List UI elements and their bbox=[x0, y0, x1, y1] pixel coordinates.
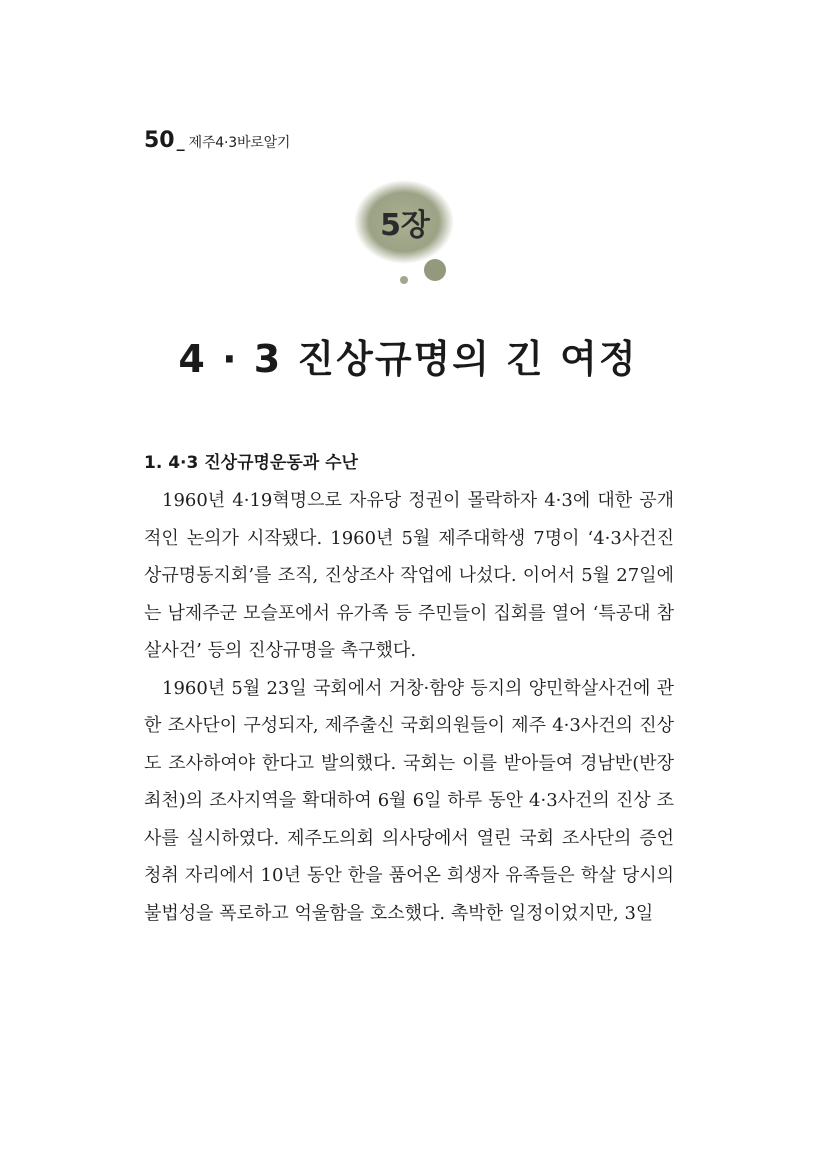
chapter-badge bbox=[340, 178, 470, 288]
running-header bbox=[144, 128, 290, 160]
paragraph: 1960년 4·19혁명으로 자유당 정권이 몰락하자 4·3에 대한 공개적인 논의가 시작됐다. 1960년 5월 제주대학생 7명이 ‘4·3사건진상규명동지회’를 조직, 진상조사 작업에 나섰다. 이어서 5월 27일에는 남제주군 모슬포에서 유가족 등 주민들이 집회를 열어 ‘특공대 참살사건’ 등의 진상규명을 촉구했다. bbox=[144, 490, 674, 661]
paragraph: 1960년 5월 23일 국회에서 거창·함양 등지의 양민학살사건에 관한 조사단이 구성되자, 제주출신 국회의원들이 제주 4·3사건의 진상도 조사하여야 한다고 발의했다. 국회는 이를 받아들여 경남반(반장 최천)의 조사지역을 확대하여 6월 6일 하루 동안 4·3사건의 진상 조사를 실시하였다. 제주도의회 의사당에서 열린 국회 조사단의 증언 청취 자리에서 10년 동안 한을 품어온 희생자 유족들은 학살 당시의 불법성을 폭로하고 억울함을 호소했다. 촉박한 일정이었지만, 3일 bbox=[144, 677, 674, 924]
body-text bbox=[144, 482, 674, 932]
header-separator: _ bbox=[176, 132, 185, 151]
chapter-title: 4 · 3 진상규명의 긴 여정 bbox=[178, 337, 638, 381]
page-number: 50 bbox=[144, 128, 175, 153]
book-title: 제주4·3바로알기 bbox=[188, 135, 291, 151]
section-heading: 1. 4·3 진상규명운동과 수난 bbox=[144, 453, 358, 473]
chapter-label: 5장 bbox=[380, 208, 430, 243]
